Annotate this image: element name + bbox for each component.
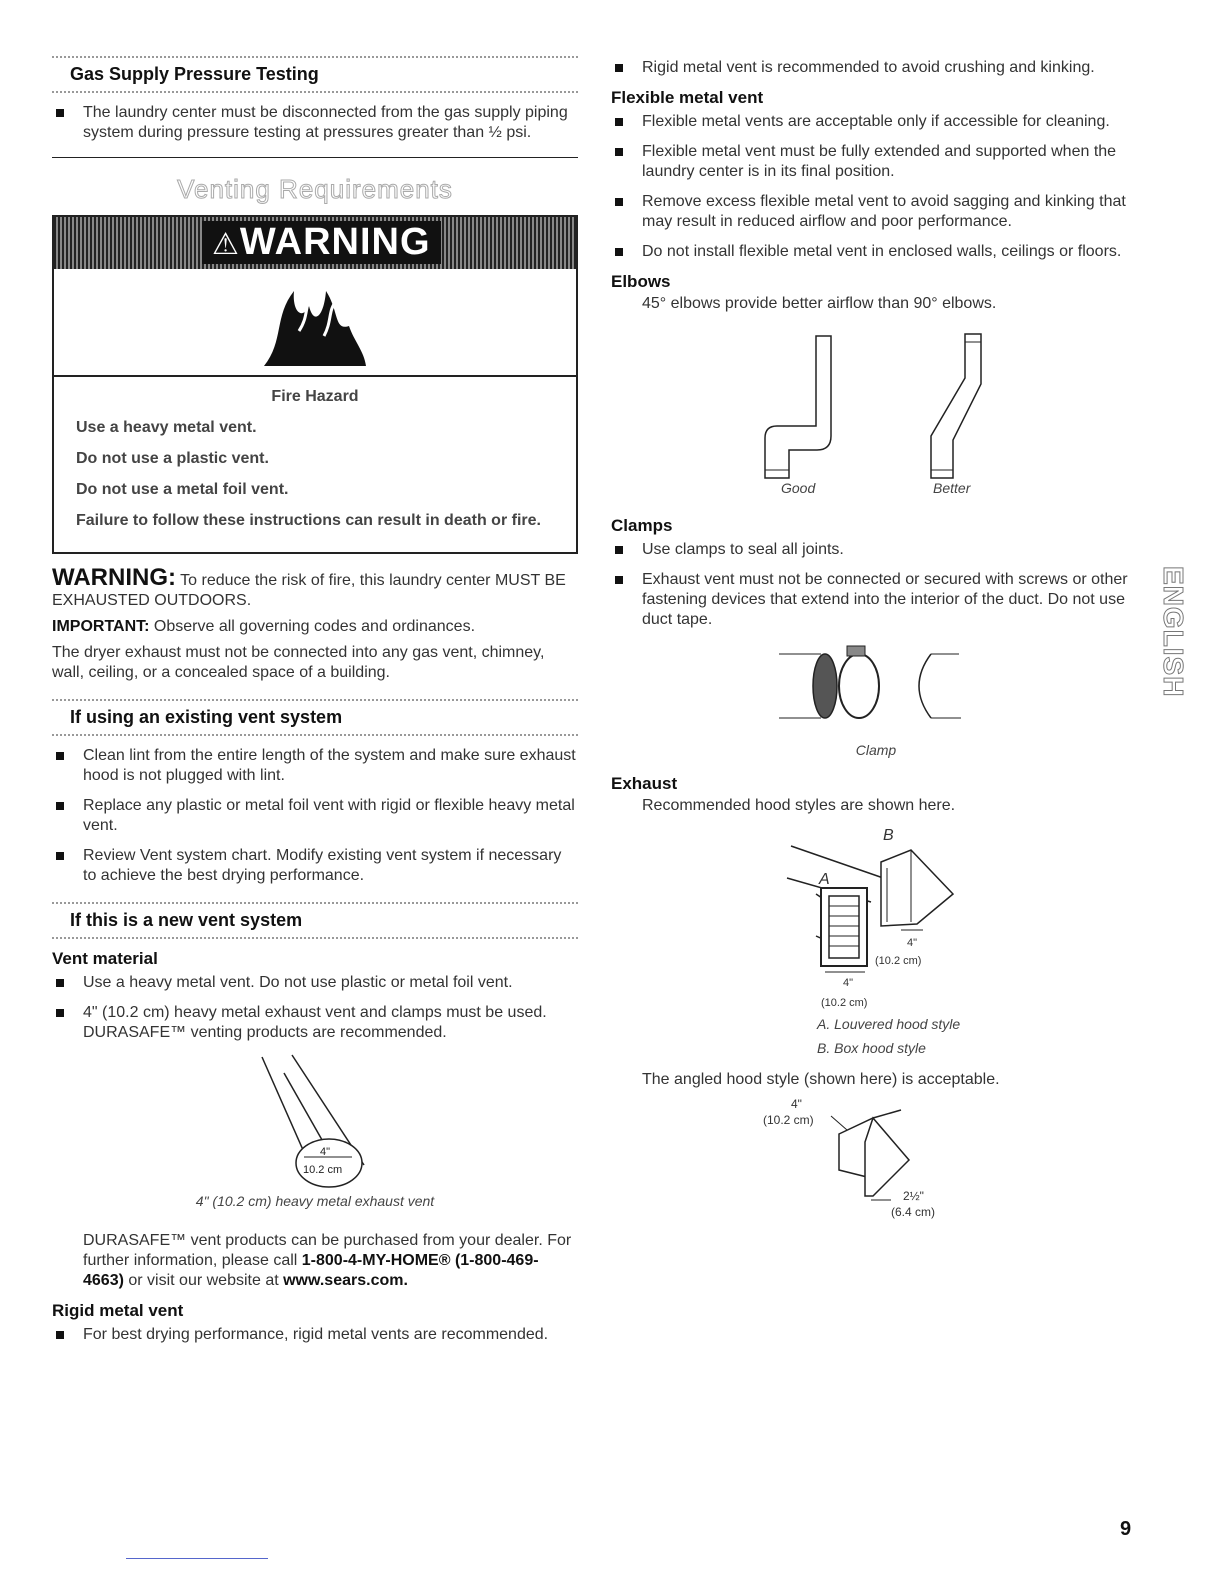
footer-rule <box>126 1558 268 1559</box>
language-tab-label: ENGLISH <box>1158 566 1189 698</box>
clamp-caption: Clamp <box>855 742 897 758</box>
warning-box <box>52 215 578 554</box>
list-item: Review Vent system chart. Modify existing vent system if necessary to achieve the best drying performance. <box>52 846 578 886</box>
list-item: Replace any plastic or metal foil vent with rigid or flexible heavy metal vent. <box>52 796 578 836</box>
hazard-title: Fire Hazard <box>271 388 359 405</box>
list-item: The laundry center must be disconnected from the gas supply piping system during pressure testing at pressures greater than ½ psi. <box>52 103 578 143</box>
list-item: Rigid metal vent is recommended to avoid crushing and kinking. <box>611 58 1141 78</box>
elbow-illustration <box>611 328 1141 498</box>
list-item: Flexible metal vent must be fully extended and supported when the laundry center is in its final position. <box>611 142 1141 182</box>
angled-dim-cm: (10.2 cm) <box>763 1113 814 1127</box>
warning-bar <box>54 217 576 269</box>
alert-triangle-icon: ⚠ <box>212 228 240 261</box>
angled-hood-text: The angled hood style (shown here) is acceptable. <box>642 1071 1000 1088</box>
elbows-figure <box>611 328 1141 498</box>
angled-hood-figure <box>611 1096 1141 1226</box>
warning-statement: WARNING: To reduce the risk of fire, this laundry center MUST BE EXHAUSTED OUTDOORS. <box>52 564 566 609</box>
vent-material-bullets <box>52 973 578 1043</box>
flexible-vent-heading: Flexible metal vent <box>611 88 764 107</box>
phone-number: 1-800-4-MY-HOME® (1-800-469-4663) <box>83 1252 539 1289</box>
right-column <box>611 56 1141 1226</box>
hood-figure <box>611 822 1141 1040</box>
hazard-line: Do not use a plastic vent. <box>76 450 269 467</box>
elbow-good-caption: Good <box>781 480 816 496</box>
list-item: 4" (10.2 cm) heavy metal exhaust vent and clamps must be used. DURASAFE™ venting products are recommended. <box>52 1003 578 1043</box>
hood-label-b: B <box>883 827 894 844</box>
durasafe-paragraph: DURASAFE™ vent products can be purchased from your dealer. For further information, please call 1-800-4-MY-HOME® (1-800-469-4663) or visit our website at www.sears.com. <box>83 1232 572 1289</box>
vent-pipe-illustration <box>52 1053 578 1189</box>
left-column <box>52 56 578 1345</box>
list-item: For best drying performance, rigid metal vents are recommended. <box>52 1325 578 1345</box>
angled-dim2-cm: (6.4 cm) <box>891 1205 936 1219</box>
hood-caption-a: A. Louvered hood style <box>817 1016 961 1032</box>
hazard-text <box>54 377 576 552</box>
hood-dim-cm-1: (10.2 cm) <box>875 955 922 967</box>
list-item: Use a heavy metal vent. Do not use plastic or metal foil vent. <box>52 973 578 993</box>
fire-symbol-panel <box>54 269 576 377</box>
new-vent-heading: If this is a new vent system <box>52 902 578 939</box>
important-note: IMPORTANT: Observe all governing codes and ordinances. <box>52 618 476 635</box>
hazard-line: Failure to follow these instructions can result in death or fire. <box>76 512 541 529</box>
list-item: Flexible metal vents are acceptable only if accessible for cleaning. <box>611 112 1141 132</box>
clamp-figure <box>611 644 1141 736</box>
angled-dim2-in: 2½" <box>903 1189 924 1203</box>
exhaust-text: Recommended hood styles are shown here. <box>642 797 956 814</box>
vent-dim-inches: 4" <box>320 1146 331 1158</box>
hood-dim-in-2: 4" <box>843 977 854 989</box>
vent-caption: 4" (10.2 cm) heavy metal exhaust vent <box>195 1193 435 1209</box>
gas-bullets <box>52 103 578 143</box>
elbows-text: 45° elbows provide better airflow than 90° elbows. <box>642 295 997 312</box>
rigid-bullets <box>52 1325 578 1345</box>
website-link[interactable]: www.sears.com. <box>283 1272 408 1289</box>
clamps-bullets <box>611 540 1141 630</box>
vent-material-heading: Vent material <box>52 949 158 968</box>
vent-figure <box>52 1053 578 1189</box>
hazard-line: Use a heavy metal vent. <box>76 419 257 436</box>
flexible-bullets <box>611 112 1141 262</box>
elbows-heading: Elbows <box>611 272 671 291</box>
page-number: 9 <box>1120 1518 1132 1540</box>
list-item: Exhaust vent must not be connected or secured with screws or other fastening devices that extend into the interior of the duct. Do not use duct tape. <box>611 570 1141 630</box>
exhaust-heading: Exhaust <box>611 774 678 793</box>
divider <box>52 157 578 158</box>
hood-dim-in-1: 4" <box>907 937 918 949</box>
elbow-better-caption: Better <box>933 480 971 496</box>
vent-dim-cm: 10.2 cm <box>303 1164 343 1176</box>
list-item: Remove excess flexible metal vent to avoid sagging and kinking that may result in reduced airflow and poor performance. <box>611 192 1141 232</box>
exhaust-note: The dryer exhaust must not be connected into any gas vent, chimney, wall, ceiling, or a concealed space of a building. <box>52 644 545 681</box>
warning-label: ⚠WARNING <box>202 221 441 264</box>
venting-title: Venting Requirements <box>177 174 453 204</box>
clamps-heading: Clamps <box>611 516 673 535</box>
clamp-illustration <box>611 644 1141 736</box>
list-item: Clean lint from the entire length of the system and make sure exhaust hood is not plugged with lint. <box>52 746 578 786</box>
angled-hood-illustration <box>611 1096 1141 1226</box>
hood-styles-illustration <box>611 822 1141 1040</box>
rigid-bullets-continued <box>611 58 1141 78</box>
rigid-vent-heading: Rigid metal vent <box>52 1301 184 1320</box>
flame-icon <box>254 271 374 375</box>
hood-caption-b: B. Box hood style <box>817 1040 926 1056</box>
language-tab <box>1158 566 1188 788</box>
angled-dim-in: 4" <box>791 1097 802 1111</box>
hood-dim-cm-2: (10.2 cm) <box>821 997 868 1009</box>
existing-bullets <box>52 746 578 886</box>
hood-label-a: A <box>819 871 830 888</box>
existing-vent-heading: If using an existing vent system <box>52 699 578 736</box>
hazard-line: Do not use a metal foil vent. <box>76 481 289 498</box>
list-item: Use clamps to seal all joints. <box>611 540 1141 560</box>
list-item: Do not install flexible metal vent in enclosed walls, ceilings or floors. <box>611 242 1141 262</box>
gas-pressure-heading: Gas Supply Pressure Testing <box>52 56 578 93</box>
